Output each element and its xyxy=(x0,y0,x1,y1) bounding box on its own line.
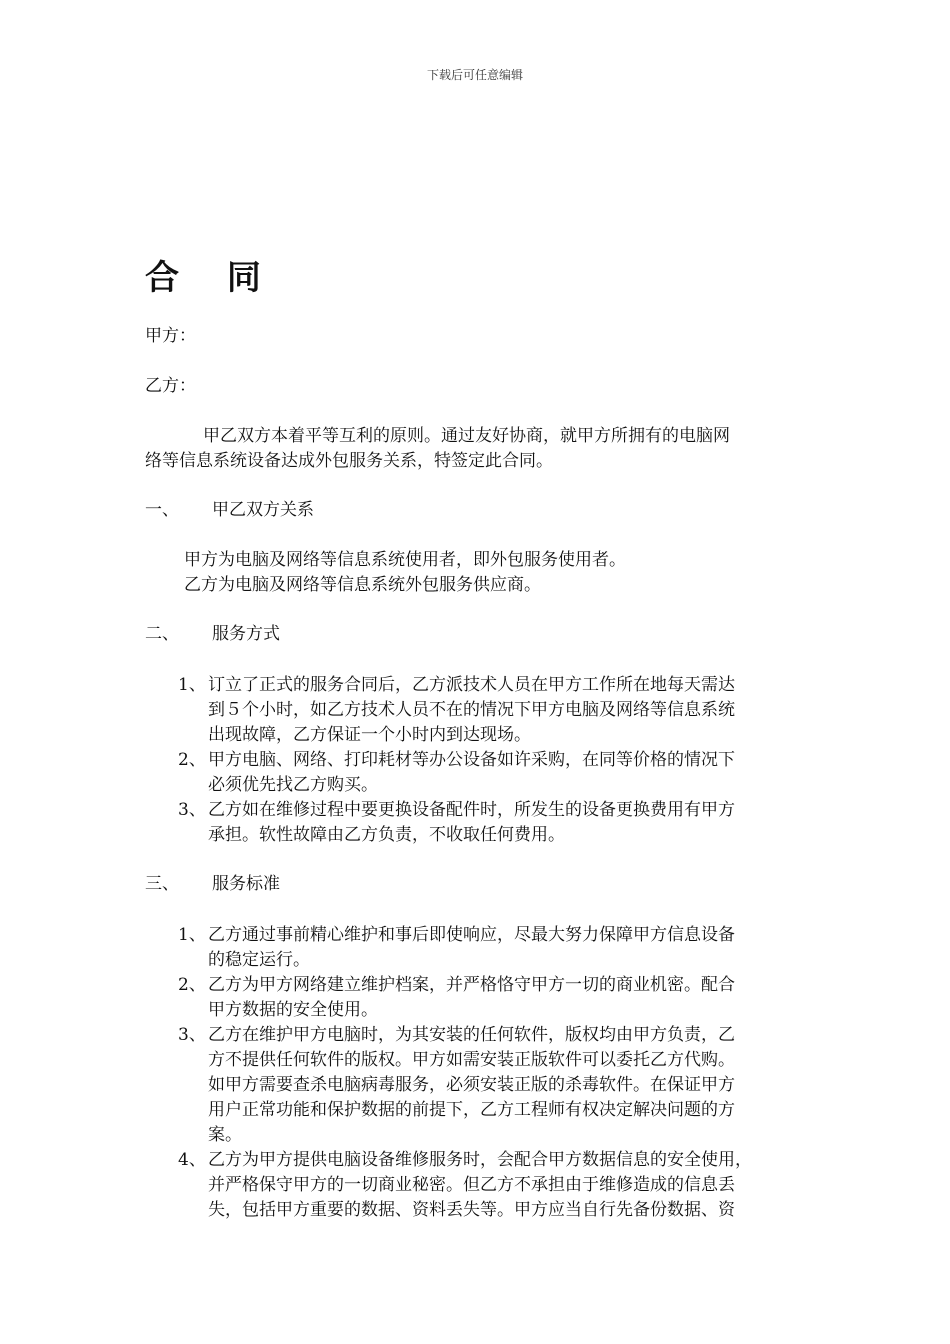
item-index: 3、 xyxy=(178,1025,206,1045)
party-a-label: 甲方： xyxy=(145,326,196,346)
section-line: 甲方为电脑及网络等信息系统使用者，即外包服务使用者。 xyxy=(184,550,626,570)
item-line: 甲方数据的安全使用。 xyxy=(208,1000,378,1020)
section-title: 服务方式 xyxy=(212,624,280,644)
item-line: 方不提供任何软件的版权。甲方如需安装正版软件可以委托乙方代购。 xyxy=(208,1050,735,1070)
list-item xyxy=(178,973,818,1023)
item-line: 甲方电脑、网络、打印耗材等办公设备如许采购，在同等价格的情况下 xyxy=(208,750,735,770)
list-item xyxy=(178,1148,818,1223)
item-line: 乙方在维护甲方电脑时，为其安装的任何软件，版权均由甲方负责，乙 xyxy=(208,1025,735,1045)
section-heading xyxy=(145,498,314,523)
item-line: 出现故障，乙方保证一个小时内到达现场。 xyxy=(208,725,531,745)
section-title: 服务标准 xyxy=(212,874,280,894)
item-line: 的稳定运行。 xyxy=(208,950,310,970)
header-note: 下载后可任意编辑 xyxy=(426,68,523,82)
item-line: 乙方通过事前精心维护和事后即使响应，尽最大努力保障甲方信息设备 xyxy=(208,925,735,945)
item-line: 乙方如在维修过程中要更换设备配件时，所发生的设备更换费用有甲方 xyxy=(208,800,735,820)
item-line: 乙方为甲方网络建立维护档案，并严格恪守甲方一切的商业机密。配合 xyxy=(208,975,735,995)
item-line: 如甲方需要查杀电脑病毒服务，必须安装正版的杀毒软件。在保证甲方 xyxy=(208,1075,735,1095)
item-line: 并严格保守甲方的一切商业秘密。但乙方不承担由于维修造成的信息丢 xyxy=(208,1175,735,1195)
item-line: 乙方为甲方提供电脑设备维修服务时，会配合甲方数据信息的安全使用， xyxy=(208,1150,752,1170)
item-index: 3、 xyxy=(178,800,206,820)
item-line: 用户正常功能和保护数据的前提下，乙方工程师有权决定解决问题的方 xyxy=(208,1100,735,1120)
party-b-label: 乙方： xyxy=(145,376,196,396)
item-index: 2、 xyxy=(178,975,206,995)
intro-line: 甲乙双方本着平等互利的原则。通过友好协商，就甲方所拥有的电脑网 xyxy=(203,426,730,446)
item-line: 到５个小时，如乙方技术人员不在的情况下甲方电脑及网络等信息系统 xyxy=(208,700,735,720)
item-index: 2、 xyxy=(178,750,206,770)
item-line: 承担。软性故障由乙方负责，不收取任何费用。 xyxy=(208,825,565,845)
list-item xyxy=(178,798,818,848)
item-index: 1、 xyxy=(178,675,206,695)
list-item xyxy=(178,673,818,748)
list-item xyxy=(178,1023,818,1148)
section-line: 乙方为电脑及网络等信息系统外包服务供应商。 xyxy=(184,575,541,595)
section-number: 三、 xyxy=(145,874,179,894)
contract-title: 合 同 xyxy=(145,258,279,298)
list-item xyxy=(178,923,818,973)
section-number: 二、 xyxy=(145,624,179,644)
section-heading xyxy=(145,872,280,897)
section-heading xyxy=(145,622,280,647)
list-item xyxy=(178,748,818,798)
item-index: 1、 xyxy=(178,925,206,945)
item-line: 失，包括甲方重要的数据、资料丢失等。甲方应当自行先备份数据、资 xyxy=(208,1200,735,1220)
section-title: 甲乙双方关系 xyxy=(212,500,314,520)
item-line: 订立了正式的服务合同后，乙方派技术人员在甲方工作所在地每天需达 xyxy=(208,675,735,695)
item-line: 必须优先找乙方购买。 xyxy=(208,775,378,795)
item-index: 4、 xyxy=(178,1150,206,1170)
section-number: 一、 xyxy=(145,500,179,520)
item-line: 案。 xyxy=(208,1125,242,1145)
intro-line: 络等信息系统设备达成外包服务关系，特签定此合同。 xyxy=(145,451,553,471)
